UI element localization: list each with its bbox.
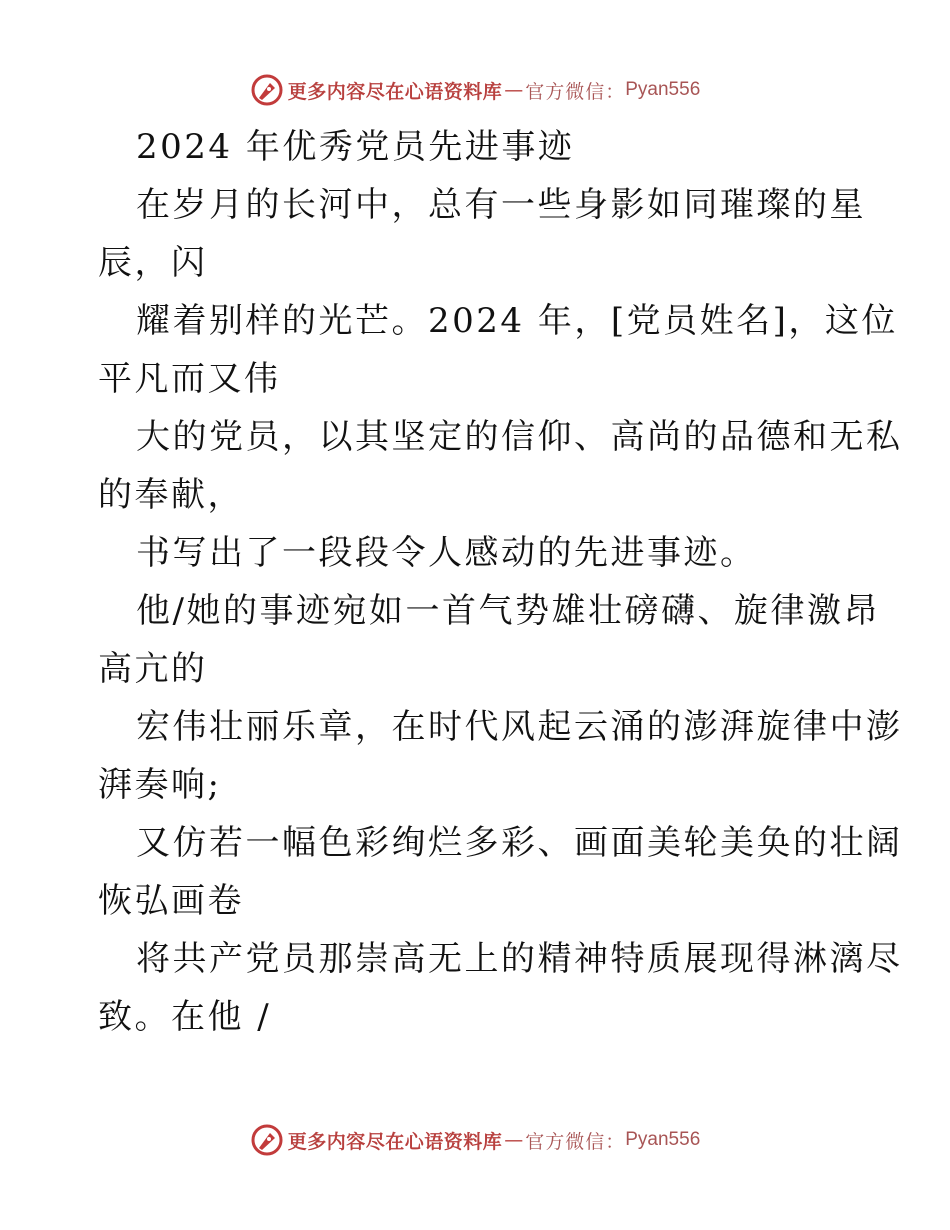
watermark-wechat-id: Pyan556 [625,79,701,100]
watermark-separator: — [504,1129,524,1151]
document-title: 2024 年优秀党员先进事迹 [136,127,575,167]
watermark-official-label: 官方微信： [525,1130,626,1153]
text-line: 恢弘画卷 [98,881,244,921]
watermark-wechat-id: Pyan556 [625,1129,701,1150]
pen-nib-logo-icon [250,73,284,107]
text-line: 在岁月的长河中，总有一些身影如同璀璨的星 [136,185,866,225]
text-line: 书写出了一段段令人感动的先进事迹。 [136,533,757,573]
pen-nib-logo-icon [250,1123,284,1157]
text-line: 平凡而又伟 [98,359,281,399]
watermark-text: 更多内容尽在心语资料库 [287,80,503,103]
header-watermark [0,70,950,110]
footer-watermark [0,1120,950,1160]
document-body [98,118,903,1046]
text-line: 又仿若一幅色彩绚烂多彩、画面美轮美奂的壮阔 [136,823,903,863]
watermark-separator: — [504,79,524,101]
text-line: 湃奏响; [98,765,222,805]
text-line: 高亢的 [98,649,208,689]
watermark-text: 更多内容尽在心语资料库 [287,1130,503,1153]
text-line: 致。在他 / [98,997,272,1037]
text-line: 将共产党员那崇高无上的精神特质展现得淋漓尽 [136,939,903,979]
text-line: 他/她的事迹宛如一首气势雄壮磅礴、旋律激昂 [136,591,880,631]
text-line: 大的党员，以其坚定的信仰、高尚的品德和无私 [136,417,903,457]
text-line: 耀着别样的光芒。2024 年，[党员姓名]，这位 [136,301,898,341]
text-line: 宏伟壮丽乐章，在时代风起云涌的澎湃旋律中澎 [136,707,903,747]
text-line: 的奉献， [98,475,244,515]
text-line: 辰，闪 [98,243,208,283]
watermark-official-label: 官方微信： [525,80,626,103]
